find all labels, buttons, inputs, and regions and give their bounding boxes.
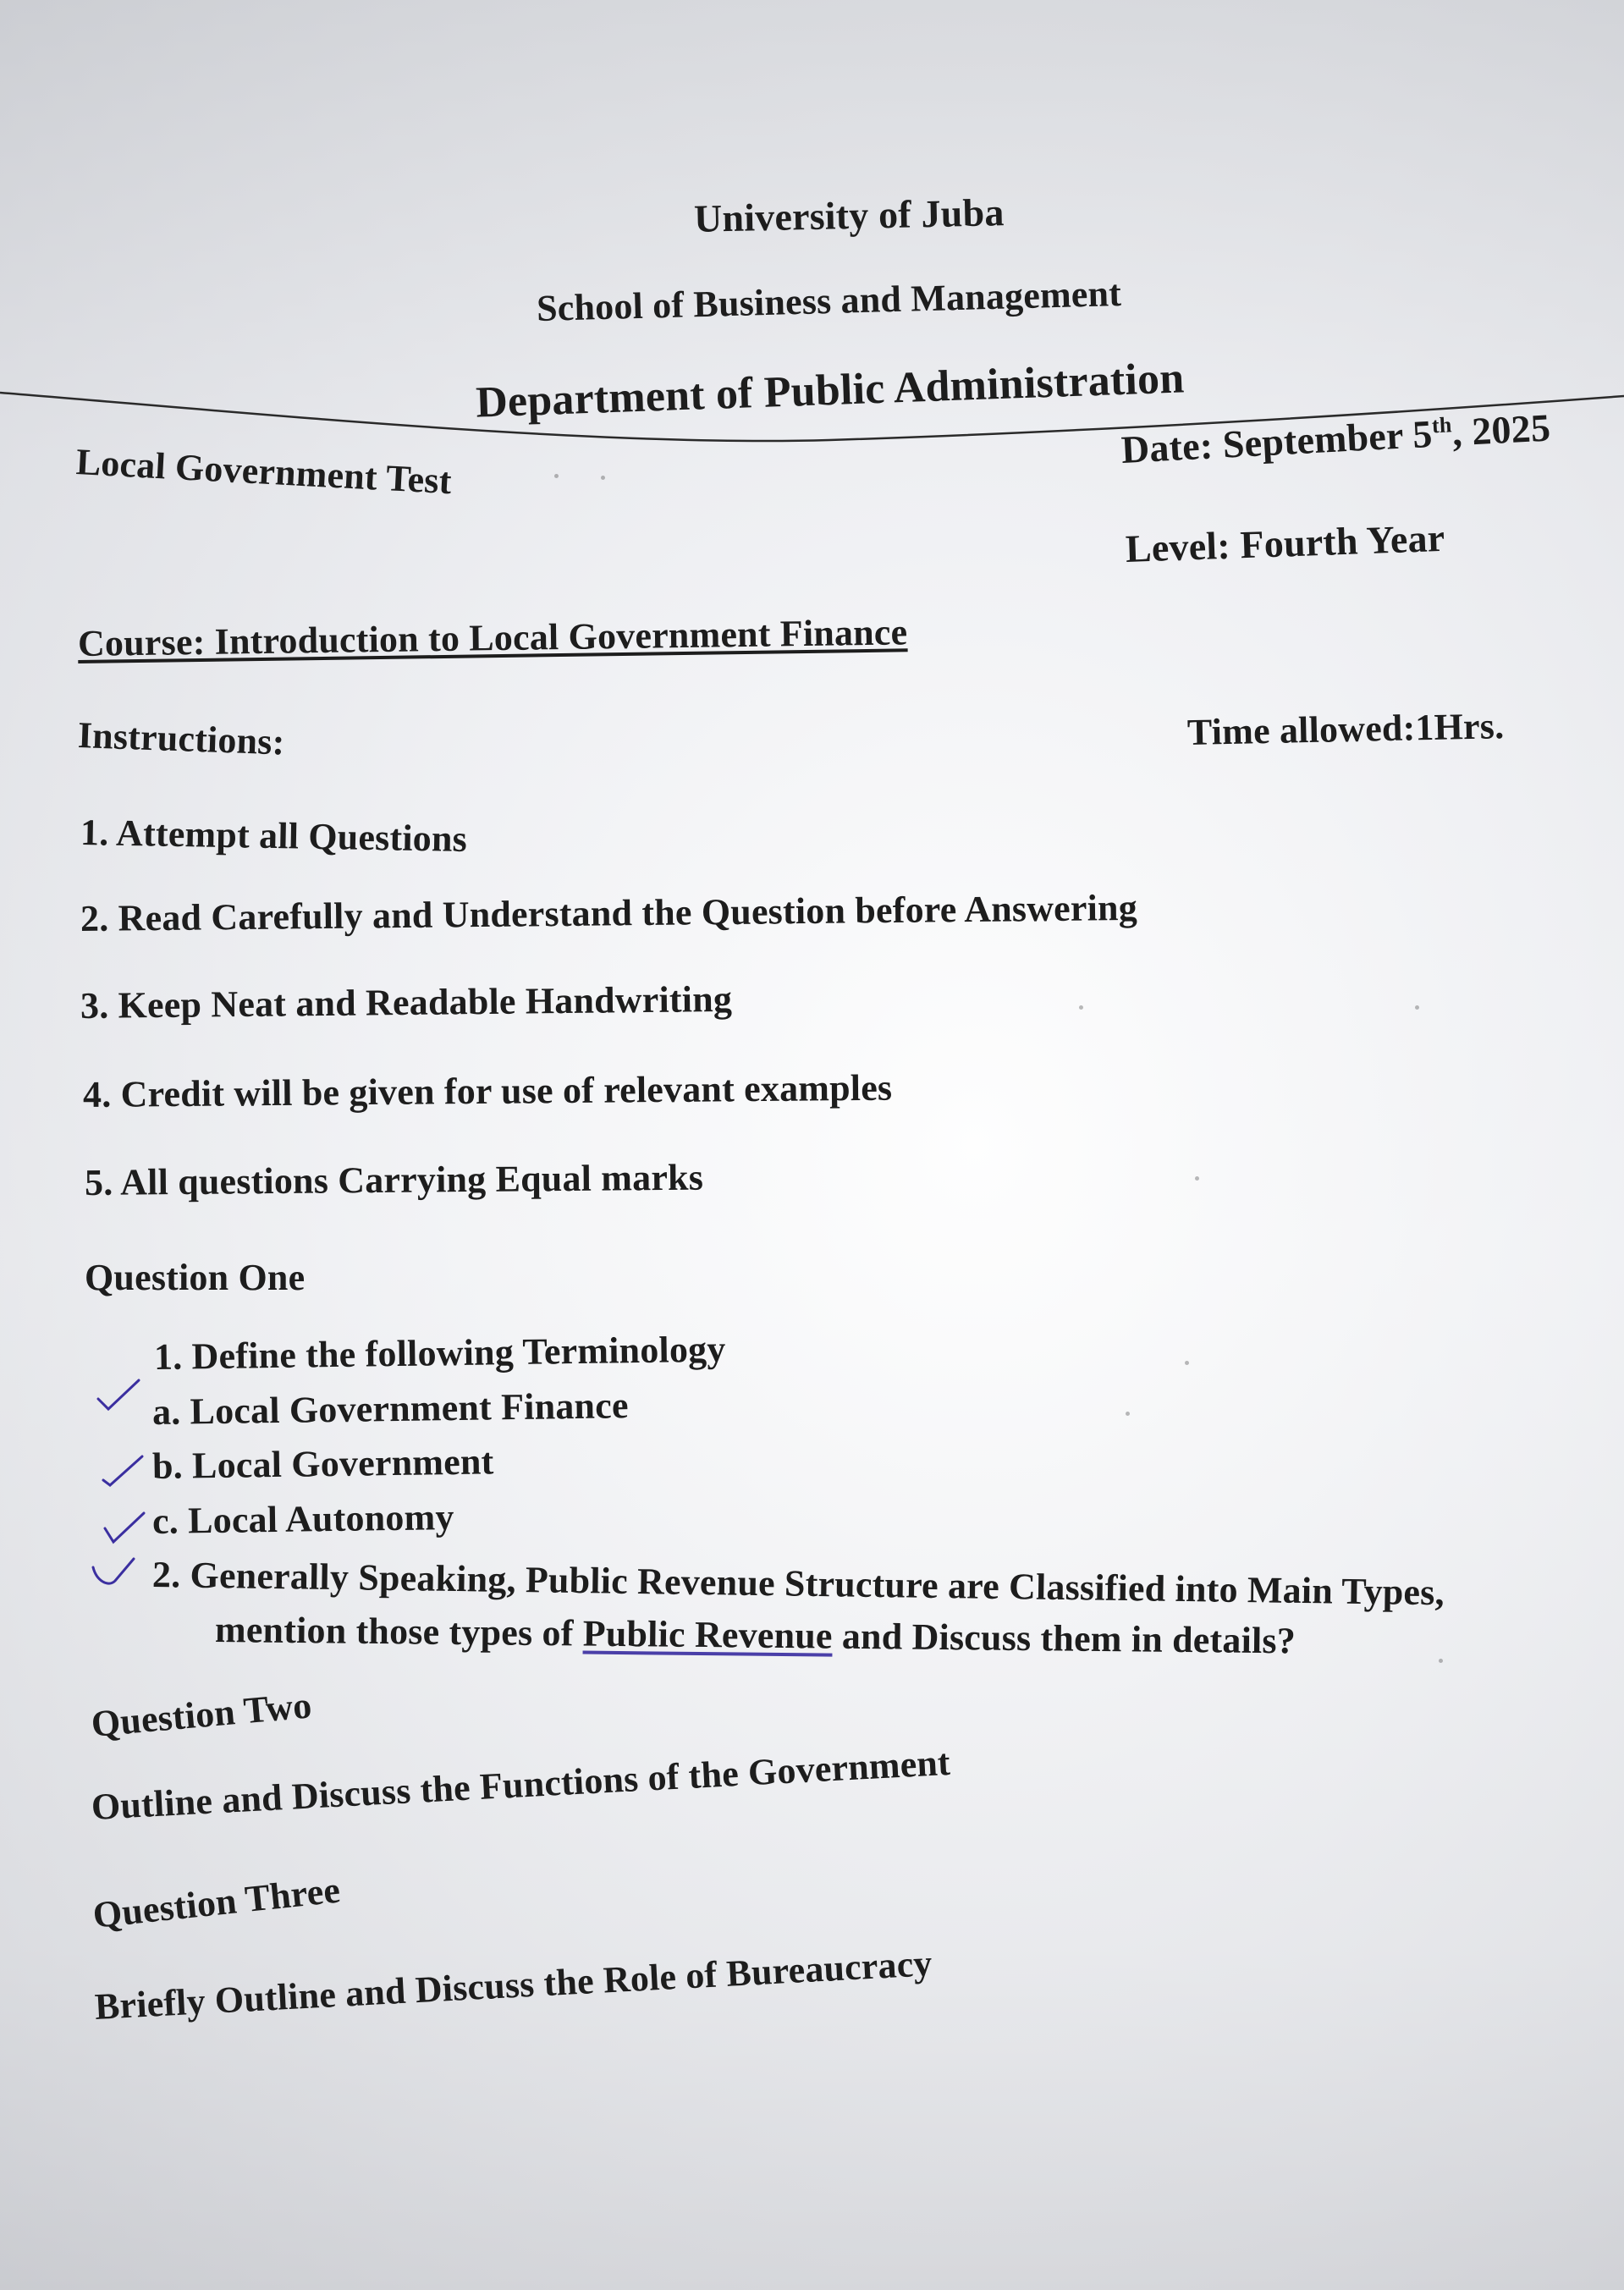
instruction-item: 5. All questions Carrying Equal marks	[84, 1156, 704, 1203]
department-name: Department of Public Administration	[475, 354, 1186, 427]
instruction-item: 2. Read Carefully and Understand the Question before Answering	[80, 886, 1138, 939]
paper-speck	[1195, 1176, 1199, 1181]
paper-speck	[1185, 1361, 1189, 1365]
instructions-label: Instructions:	[77, 714, 286, 763]
item2-underlined-text: Public Revenue	[582, 1612, 833, 1657]
paper-speck	[1415, 1005, 1419, 1010]
paper-speck	[554, 474, 559, 478]
paper-speck	[601, 476, 605, 480]
question-two-title: Question Two	[89, 1684, 314, 1745]
date-prefix: Date: September 5	[1120, 411, 1434, 471]
date-year: , 2025	[1451, 405, 1552, 454]
test-title: Local Government Test	[74, 441, 453, 503]
pen-check-mark-icon	[95, 1375, 146, 1417]
school-name: School of Business and Management	[536, 272, 1122, 330]
question-one-item-1: 1. Define the following Terminology	[153, 1328, 726, 1378]
university-name: University of Juba	[693, 190, 1005, 240]
question-one-item-b: b. Local Government	[151, 1440, 494, 1487]
date-suffix: th	[1431, 412, 1453, 438]
question-three-title: Question Three	[91, 1869, 343, 1936]
question-three-text: Briefly Outline and Discuss the Role of Bureaucracy	[93, 1942, 933, 2028]
instruction-item: 3. Keep Neat and Readable Handwriting	[80, 977, 733, 1027]
paper-speck	[1439, 1659, 1443, 1663]
question-one-title: Question One	[85, 1257, 306, 1298]
pen-check-mark-icon	[90, 1554, 140, 1596]
pen-check-mark-icon	[100, 1506, 151, 1549]
paper-speck	[1126, 1412, 1130, 1416]
item2-text-post: and Discuss them in details?	[832, 1615, 1296, 1662]
pen-check-mark-icon	[100, 1451, 151, 1494]
question-one-item-2: 2. Generally Speaking, Public Revenue Structure are Classified into Main Types,	[151, 1554, 1445, 1614]
time-allowed: Time allowed:1Hrs.	[1186, 705, 1505, 753]
instruction-item: 4. Credit will be given for use of relevant examples	[82, 1066, 893, 1115]
exam-level: Level: Fourth Year	[1125, 515, 1446, 570]
question-two-text: Outline and Discuss the Functions of the Government	[90, 1741, 952, 1828]
question-one-item-a: a. Local Government Finance	[151, 1384, 629, 1433]
instruction-item: 1. Attempt all Questions	[80, 812, 468, 860]
question-one-item-2-continued	[215, 1608, 1296, 1662]
question-one-item-c: c. Local Autonomy	[151, 1496, 454, 1542]
item2-text-pre: mention those types of	[214, 1609, 584, 1654]
course-title: Course: Introduction to Local Government Finance	[77, 611, 908, 664]
paper-speck	[1079, 1005, 1083, 1010]
